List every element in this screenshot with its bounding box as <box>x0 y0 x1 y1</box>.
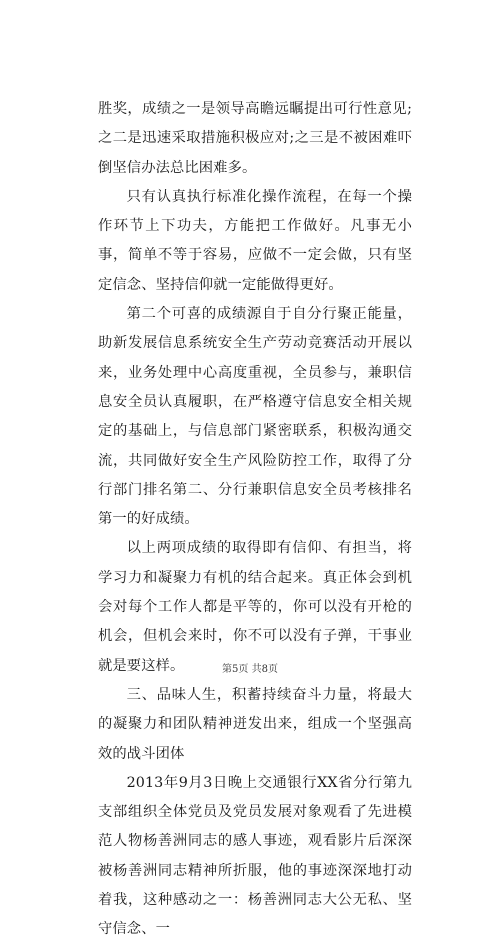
section-heading-three: 三、品味人生，积蓄持续奋斗力量，将最大的凝聚力和团队精神迸发出来，组成一个坚强高效的战斗团体 <box>98 686 412 762</box>
page-number-footer: 第5页 共8页 <box>222 664 278 675</box>
paragraph-summary: 以上两项成绩的取得即有信仰、有担当，将学习力和凝聚力有机的结合起来。真正体会到机会对每个工作人都是平等的，你可以没有开枪的机会，但机会来时，你不可以没有子弹，干事业就是要这样。 <box>98 540 412 674</box>
document-body <box>98 95 412 945</box>
paragraph-continuation: 胜奖，成绩之一是领导高瞻远瞩提出可行性意见;之二是迅速采取措施积极应对;之三是不被困难吓倒坚信办法总比困难多。 <box>98 101 412 176</box>
paragraph-event: 2013年9月3日晚上交通银行XX省分行第九支部组织全体党员及党员发展对象观看了先进模范人物杨善洲同志的感人事迹，观看影片后深深被杨善洲同志精神所折服，他的事迹深深地打动着我，这种感动之一：杨善洲同志大公无私、坚守信念、一 <box>98 774 412 938</box>
paragraph-second-achievement: 第二个可喜的成绩源自于自分行聚正能量，助新发展信息系统安全生产劳动竞赛活动开展以来，业务处理中心高度重视，全员参与，兼职信息安全员认真履职，在严格遵守信息安全相关规定的基础上，与信息部门紧密联系，积极沟通交流，共同做好安全生产风险防控工作，取得了分行部门排名第二、分行兼职信息安全员考核排名第一的好成绩。 <box>98 306 412 528</box>
paragraph-standard-process: 只有认真执行标准化操作流程，在每一个操作环节上下功夫，方能把工作做好。凡事无小事，简单不等于容易，应做不一定会做，只有坚定信念、坚持信仰就一定能做得更好。 <box>98 188 412 293</box>
